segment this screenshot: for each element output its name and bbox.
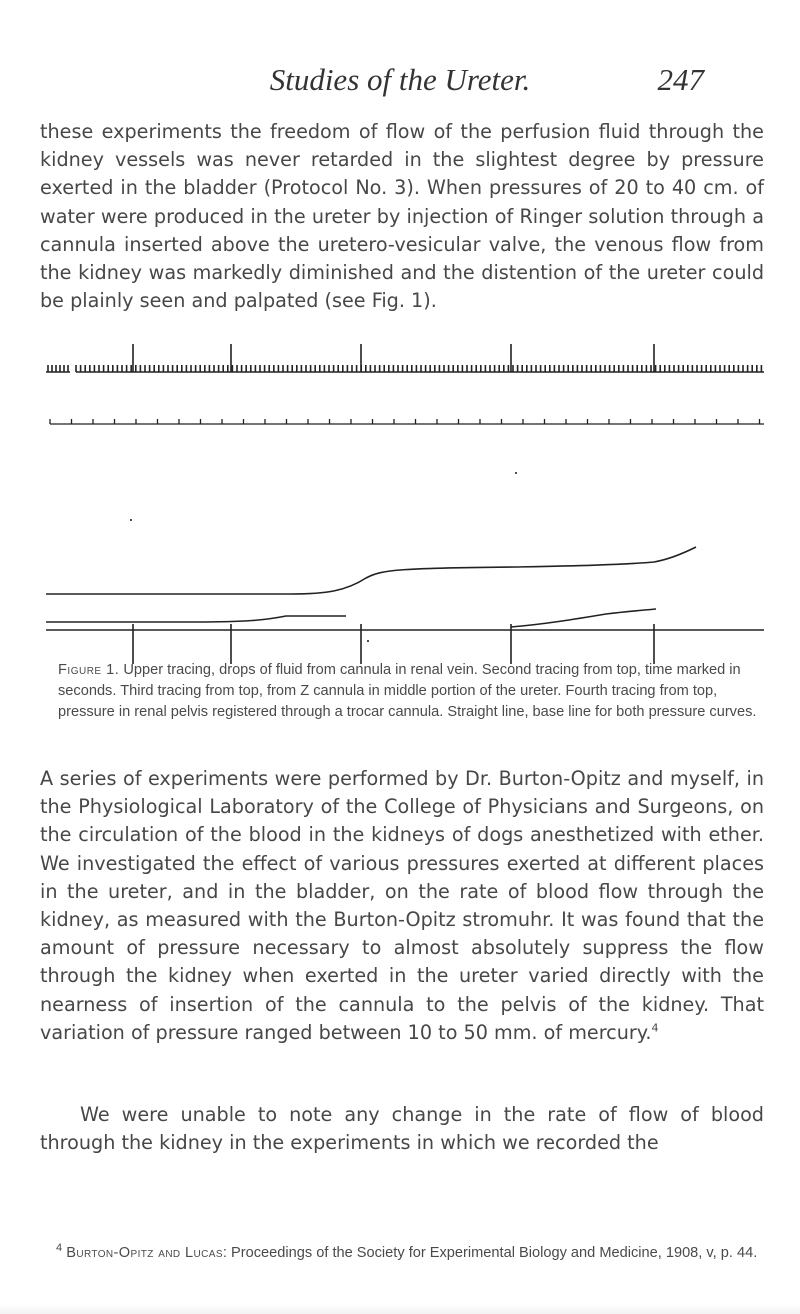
pelvis-pressure-curve-late (511, 609, 656, 627)
footnote-marker: 4 (56, 1242, 63, 1255)
kymograph-tracings (46, 344, 764, 664)
running-head: Studies of the Ureter. (269, 62, 531, 97)
footnote (40, 1243, 764, 1264)
footnote-text: : Proceedings of the Society for Experimental Biology and Medicine, 1908, v, p. 44. (222, 1245, 758, 1261)
kymograph-figure (46, 344, 764, 664)
drops-tracing (76, 365, 764, 372)
paragraph-2-text: A series of experiments were performed by Dr. Burton-Opitz and myself, in the Physiological Laboratory of the College of Physicians and Surgeons, on the circulation of the blood in the kidneys of dogs anesthetized with ether. We investigated the effect of various pressures exerted at different places in the ureter, and in the bladder, on the rate of blood flow through the kidney, as measured with the Burton-Opitz stromuhr. It was found that the amount of pressure necessary to almost absolutely suppress the flow through the kidney when exerted in the ureter varied directly with the nearness of insertion of the cannula to the pelvis of the kidney. That variation of pressure ranged between 10 to 50 mm. of mercury. (40, 767, 764, 1044)
paragraph-3: We were unable to note any change in the rate of flow of blood through the kidney in the experiments in which we recorded the (40, 1103, 764, 1155)
paragraph-2 (40, 765, 764, 1047)
ureter-pressure-curve (46, 547, 696, 594)
figure-caption (58, 660, 758, 722)
page-number: 247 (657, 62, 704, 97)
paragraph-1: these experiments the freedom of flow of the perfusion fluid through the kidney vessels was never retarded in the slightest degree by pressure exerted in the bladder (Protocol No. 3). When pressures of 20 to 40 cm. of water were produced in the ureter by injection of Ringer solution through a cannula inserted above the uretero-vesicular valve, the venous flow from the kidney was markedly diminished and the distention of the ureter could be plainly seen and palpated (see Fig. 1). (40, 120, 764, 313)
page-header (0, 62, 800, 106)
pelvis-pressure-curve (46, 616, 346, 622)
figure-caption-text: Upper tracing, drops of fluid from cannula in renal vein. Second tracing from top, time marked in seconds. Third tracing from top, from Z cannula in middle portion of the ureter. Fourth tracing from top, pressure in renal pelvis registered through a trocar cannula. Straight line, base line for both pressure curves. (58, 662, 757, 720)
time-tracing (50, 419, 764, 424)
scan-edge (0, 1304, 800, 1314)
footnote-authors: Burton-Opitz and Lucas (66, 1245, 223, 1261)
figure-label: Figure 1. (58, 662, 120, 678)
footnote-ref[interactable]: 4 (651, 1021, 659, 1035)
